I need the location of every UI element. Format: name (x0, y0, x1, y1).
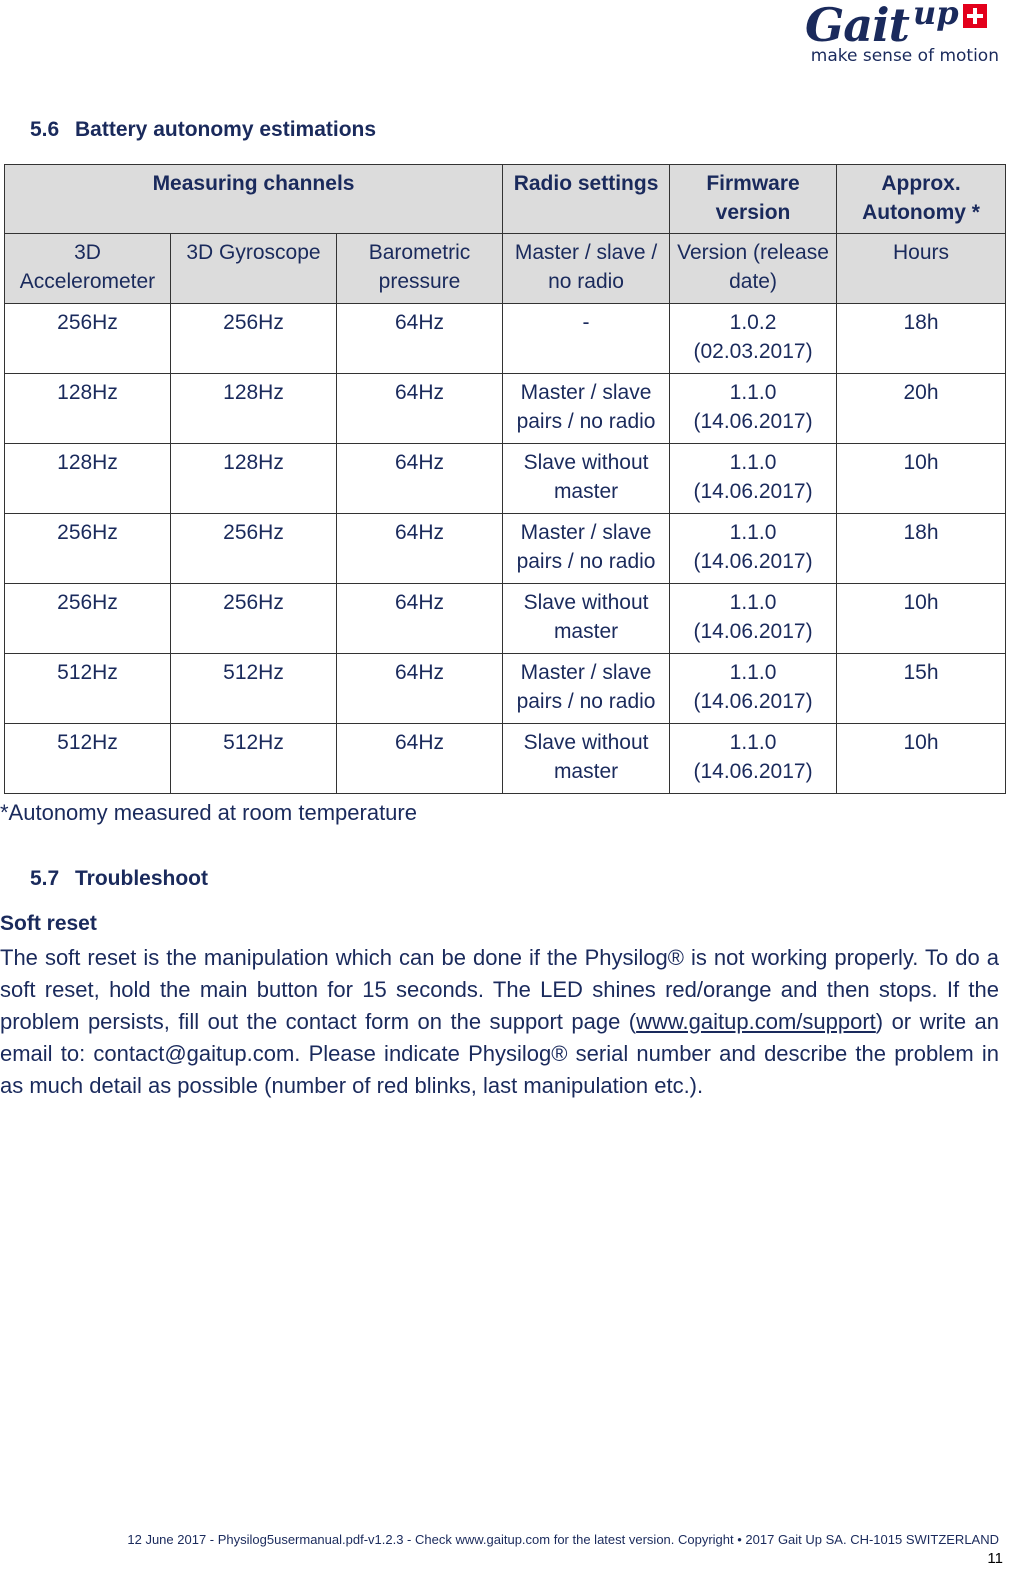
subheader-cell: 3D Gyroscope (171, 234, 337, 304)
section-number: 5.6 (30, 118, 60, 141)
table-cell: 256Hz (5, 304, 171, 374)
table-cell: 256Hz (5, 514, 171, 584)
table-cell: 64Hz (337, 514, 503, 584)
table-cell: 64Hz (337, 374, 503, 444)
table-cell: 64Hz (337, 724, 503, 794)
table-cell: 1.1.0 (14.06.2017) (670, 724, 837, 794)
table-cell: 256Hz (171, 304, 337, 374)
table-cell: 1.0.2 (02.03.2017) (670, 304, 837, 374)
table-cell: 1.1.0 (14.06.2017) (670, 584, 837, 654)
table-row (5, 514, 1006, 584)
header-radio-settings: Radio settings (503, 165, 670, 234)
table-cell: 512Hz (5, 724, 171, 794)
swiss-cross-icon (963, 4, 987, 28)
table-cell: 256Hz (171, 584, 337, 654)
table-cell: 18h (837, 304, 1006, 374)
table-cell: 128Hz (171, 444, 337, 514)
table-cell: 256Hz (5, 584, 171, 654)
table-cell: 512Hz (5, 654, 171, 724)
subheader-cell: Version (release date) (670, 234, 837, 304)
logo-wordmark: Gait (805, 0, 909, 52)
table-cell: Master / slave pairs / no radio (503, 654, 670, 724)
table-row (5, 724, 1006, 794)
table-cell: 20h (837, 374, 1006, 444)
table-cell: 64Hz (337, 304, 503, 374)
table-cell: 10h (837, 584, 1006, 654)
subheader-cell: Master / slave / no radio (503, 234, 670, 304)
table-row (5, 444, 1006, 514)
subheader-cell: 3D Accelerometer (5, 234, 171, 304)
page-footer: 12 June 2017 - Physilog5usermanual.pdf-v1.2.3 - Check www.gaitup.com for the latest version. Copyright • 2017 Gait Up SA. CH-1015 SWITZERLAND (127, 1532, 999, 1547)
header-firmware-version: Firmware version (670, 165, 837, 234)
support-link[interactable]: www.gaitup.com/support (636, 1009, 876, 1034)
table-cell: 64Hz (337, 444, 503, 514)
soft-reset-text-2: ) or write an email to: contact@gaitup.com. Please indicate Physilog® serial number and describe the problem in as much detail as possible (number of red blinks, last manipulation etc.). (0, 1009, 999, 1098)
logo-superscript: up (913, 0, 959, 32)
section-heading: Battery autonomy estimations (75, 118, 377, 141)
autonomy-footnote: *Autonomy measured at room temperature (0, 800, 417, 825)
section-title-troubleshoot (30, 867, 208, 891)
table-cell: 64Hz (337, 584, 503, 654)
soft-reset-text-1: The soft reset is the manipulation which can be done if the Physilog® is not working properly. To do a soft reset, hold the main button for 15 seconds. The LED shines red/orange and then stops. If the problem persists, fill out the contact form on the support page ( (0, 945, 999, 1034)
table-cell: Master / slave pairs / no radio (503, 514, 670, 584)
table-cell: 1.1.0 (14.06.2017) (670, 444, 837, 514)
subheader-cell: Barometric pressure (337, 234, 503, 304)
logo-tagline: make sense of motion (810, 46, 999, 66)
subheader-cell: Hours (837, 234, 1006, 304)
subheader-row (5, 234, 1006, 304)
table-cell: 1.1.0 (14.06.2017) (670, 374, 837, 444)
table-cell: 1.1.0 (14.06.2017) (670, 654, 837, 724)
table-cell: 128Hz (5, 444, 171, 514)
header-approx-autonomy: Approx. Autonomy * (837, 165, 1006, 234)
section-heading: Troubleshoot (75, 867, 208, 890)
table-row (5, 304, 1006, 374)
table-cell: 1.1.0 (14.06.2017) (670, 514, 837, 584)
section-number: 5.7 (30, 867, 60, 890)
header-measuring-channels: Measuring channels (5, 165, 503, 234)
table-cell: 10h (837, 724, 1006, 794)
table-cell: - (503, 304, 670, 374)
table-cell: 512Hz (171, 724, 337, 794)
table-cell: Slave without master (503, 444, 670, 514)
section-title-battery (30, 118, 376, 142)
table-cell: 10h (837, 444, 1006, 514)
table-cell: 256Hz (171, 514, 337, 584)
table-cell: 18h (837, 514, 1006, 584)
table-row (5, 654, 1006, 724)
table-cell: Master / slave pairs / no radio (503, 374, 670, 444)
table-cell: 128Hz (5, 374, 171, 444)
table-cell: 15h (837, 654, 1006, 724)
soft-reset-heading: Soft reset (0, 912, 97, 935)
table-cell: Slave without master (503, 724, 670, 794)
table-row (5, 584, 1006, 654)
table-row (5, 374, 1006, 444)
table-cell: Slave without master (503, 584, 670, 654)
table-cell: 512Hz (171, 654, 337, 724)
page-number: 11 (987, 1550, 1003, 1567)
table-cell: 64Hz (337, 654, 503, 724)
soft-reset-paragraph (0, 942, 999, 1102)
battery-autonomy-table (4, 164, 1006, 794)
table-cell: 128Hz (171, 374, 337, 444)
